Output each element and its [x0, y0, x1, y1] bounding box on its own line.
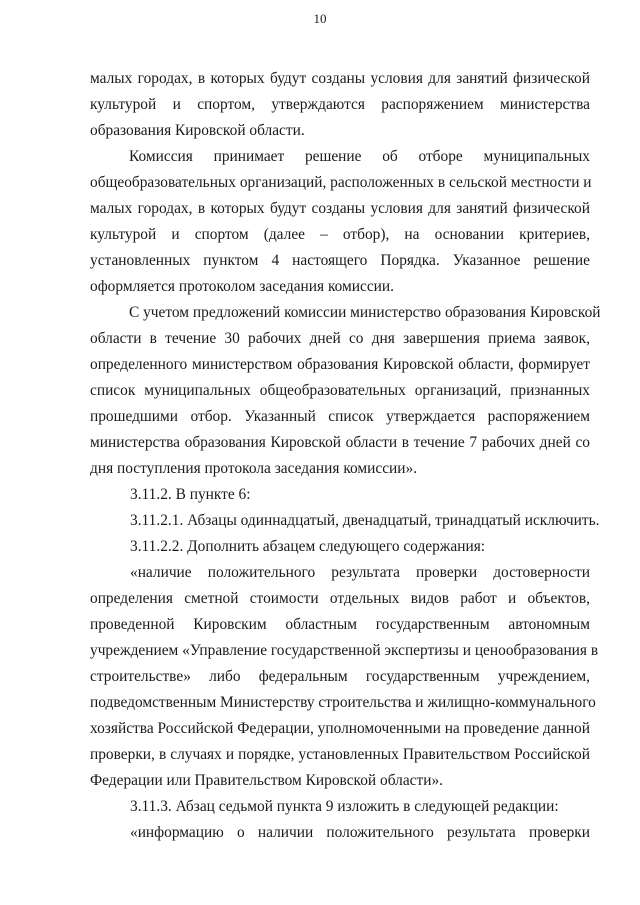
text-line: учреждением «Управление государственной экспертизы и ценообразования в [90, 642, 599, 659]
text-line: список муниципальных общеобразовательных организаций, признанных [90, 382, 590, 399]
text-line: установленных пунктом 4 настоящего Порядка. Указанное решение [90, 252, 590, 269]
text-line: культурой и спортом, утверждаются распоряжением министерства [90, 96, 590, 113]
text-line: 3.11.2.2. Дополнить абзацем следующего содержания: [130, 538, 486, 555]
text-line: определенного министерством образования Кировской области, формирует [90, 356, 590, 373]
text-line: определения сметной стоимости отдельных видов работ и объектов, [90, 590, 590, 607]
text-line: общеобразовательных организаций, расположенных в сельской местности и [90, 174, 592, 191]
text-line: культурой и спортом (далее – отбор), на основании критериев, [90, 226, 590, 243]
text-line: «наличие положительного результата проверки достоверности [130, 564, 590, 581]
text-line: образования Кировской области. [90, 122, 305, 139]
text-line: Комиссия принимает решение об отборе муниципальных [129, 148, 590, 165]
text-line: подведомственным Министерству строительства и жилищно-коммунального [90, 694, 596, 711]
text-line: прошедшими отбор. Указанный список утверждается распоряжением [90, 408, 590, 425]
text-line: С учетом предложений комиссии министерство образования Кировской [129, 304, 601, 321]
text-line: 3.11.2.1. Абзацы одиннадцатый, двенадцатый, тринадцатый исключить. [130, 512, 600, 529]
text-line: области в течение 30 рабочих дней со дня завершения приема заявок, [90, 330, 590, 347]
text-line: малых городах, в которых будут созданы условия для занятий физической [90, 70, 590, 87]
page-number: 10 [313, 11, 327, 26]
text-line: проверки, в случаях и порядке, установленных Правительством Российской [90, 746, 590, 763]
text-line: «информацию о наличии положительного результата проверки [130, 824, 590, 841]
text-line: хозяйства Российской Федерации, уполномоченными на проведение данной [90, 720, 590, 737]
text-line: оформляется протоколом заседания комиссии. [90, 278, 395, 295]
text-line: 3.11.3. Абзац седьмой пункта 9 изложить в следующей редакции: [130, 798, 559, 815]
text-line: строительстве» либо федеральным государственным учреждением, [90, 668, 590, 685]
text-line: Федерации или Правительством Кировской области». [90, 772, 444, 789]
text-line: министерства образования Кировской области в течение 7 рабочих дней со [90, 434, 590, 451]
text-line: малых городах, в которых будут созданы условия для занятий физической [90, 200, 590, 217]
text-line: 3.11.2. В пункте 6: [130, 486, 251, 503]
text-line: дня поступления протокола заседания комиссии». [90, 460, 418, 477]
text-line: проведенной Кировским областным государственным автономным [90, 616, 590, 633]
